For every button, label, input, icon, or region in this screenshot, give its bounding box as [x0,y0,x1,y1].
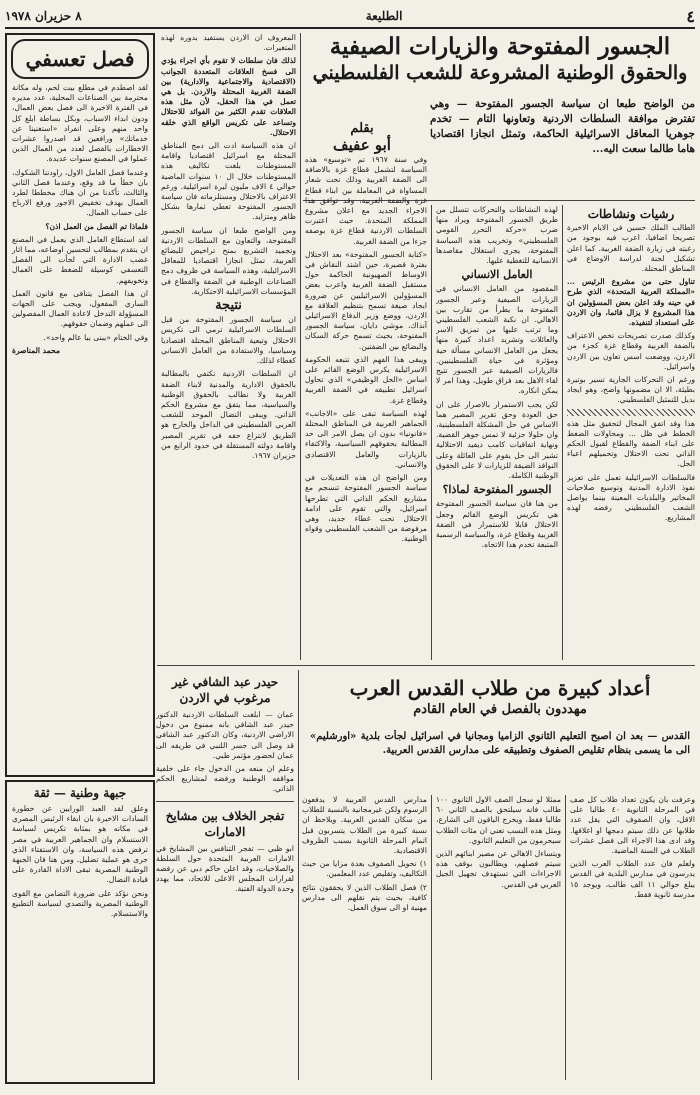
sidebar-text-3: فلماذا تم الفصل من العمل اذن؟ [45,221,148,231]
school-column-c [302,795,427,1080]
sidebar-signature: محمد المناصرة [12,345,61,355]
main-column-1 [436,205,558,660]
main-col1c-text: لكن يجب الاستمرار بالاصرار على ان حق العودة وحق تقرير المصير هما الاساس في حل المشكلة الفلسطينية، وان حلولا جزئية لا تمس جوهر القضية. ونهاية اتفاقيات كامب ديفيد الاحتلالية تشير الى حل يقوم على العائلة وعلى النوافذ الضيقة للزيارات لا على الحقوق الوطنية الكاملة. [436,399,558,481]
main-column-3 [161,33,296,660]
main-lead: من الواضح طبعا ان سياسة الجسور المفتوحة — وهي تفترض موافقة السلطات الاردنية وتعاونها التام — تخدم جوهريا المعاقل الاسرائيلية الحاكمة، وتمثل انجازا اقتصاديا هاما طالما سعت اليه... [430,98,695,155]
sidebar-text-4: لقد استطاع العامل الذي يعمل في المصنع ان يتقدم بمطالب لتحسين اوضاعه، مما اثار غضب الادارة التي لجأت الى الفصل التعسفي كوسيلة للضغط على العمال وتخويفهم. [12,234,148,285]
subhead-conclusion: نتيجة [215,298,242,314]
short-news-rule [156,801,294,802]
notes-text-c: وكذلك صدرت تصريحات تخص الاعتراف بالضفة الغربية وقطاع غزة كجزء من الاردن، ووضعت اسس تعاون بين الاردن واسرائيل. [567,331,695,371]
school-col-a3: ٢) فصل الطلاب الذين لا يحققون نتائج كافية، بحيث يتم نقلهم الى مدارس مهنية او الى سوق العمل. [302,882,427,913]
sidebar-box2-p1: وعلق لقد العبد الورايين عن خطورة السادات الاخيرة بان ابقاء الرئيس المصري في مكانه هو بمثابة تكريس لسياسة الاستسلام وان الجماهير العربية في مصر ترفض هذه السياسة، وان الاستفتاء الذي جرى هو عملية تضليل. ومن هنا فان الجبهة الوطنية المصرية تبقى الاداة القادرة على قيادة النضال. [12,804,148,885]
newspaper-page [5,5,695,1085]
subhead-human: العامل الانساني [461,268,533,282]
main-col3e-text: ان السلطات الاردنية تكتفي بالمطالبة بالحقوق الادارية والمدنية لابناء الضفة الغربية ولا تطالب بالحقوق الوطنية والسياسية، مما يتفق مع مشروع الحكم الذاتي. ويبقى النضال الموحد للشعب العربي الفلسطيني في الداخل والخارج هو الطريق لانتزاع حقه في تقرير المصير واقامة دولته المستقلة في حدود الرابع من حزيران ١٩٦٧. [161,369,296,460]
main-headline-line2: والحقوق الوطنية المشروعة للشعب الفلسطيني [312,62,688,84]
main-col2b-text: «كتابة الجسور المفتوحة» بعد الاحتلال بفترة قصيرة، حين اشتد النقاش في الاوساط الصهيونية الحاكمة حول مستقبل الضفة الغربية واعرب بعض المسؤولين الاسرائيليين عن ضرورة ايجاد صيغة تسمح بتنظيم العلاقة مع الاردن، ووضع وزير الدفاع الاسرائيلي آنذاك، موشي دايان، سياسة الجسور المفتوحة، بحيث تسمح حركة السكان والبضائع بين الضفتين. [305,249,427,351]
main-headline [305,33,695,85]
notes-text-b: تناول حتى من مشروع الرئيس ... «المملكة العربية المتحدة» الذي طرح في حينه وقد اعلن بعض المسؤولين ان هذا المشروع لا يزال قائما، وان الاردن على استعداد لتنفيذه. [567,277,695,328]
main-headline-line1: الجسور المفتوحة والزيارات الصيفية [329,33,671,60]
school-col-a: مدارس القدس العربية لا يدفعون الرسوم ولكن غيرمجانية بالنسبة للطلاب من سكان القدس العربية. ويلاحظ ان نسبة كبيرة من الطلاب يتسربون قبل اتمام المرحلة الثانوية بسبب الظروف الاقتصادية. [302,795,427,856]
column-rule [300,33,301,660]
main-col1-text: لهذه النشاطات والتحركات تتسلل من طريق الجسور المفتوحة ويراد منها ضرب «حركة التحرر القومي الفلسطيني» وتخريب هذه السياسة المفتوحة، يجري استغلال مقاصدها الانسانية للتغطية عليها. [436,205,558,266]
notes-title: رشيات ونشاطات [587,207,675,221]
school-subhead: مهددون بالفصل في العام القادم [413,702,587,717]
sidebar-box-dismissal [5,33,155,777]
main-col3c-text: ومن الواضح طبعا ان سياسة الجسور المفتوحة، والتعاون مع السلطات الاردنية وتجميد التشريع بمنح تراخيص للبضائع العربية، تمثل انجازا اقتصاديا للمعاقل الاسرائيلية، وهذه السياسة في ظروف دمج الصناعات الوطنية في الضفة والقطاع في المؤسسات الاسرائيلية الاحتكارية. [161,225,296,296]
main-col1b-text: المقصود من العامل الانساني في الزيارات الصيفية وعبر الجسور المفتوحة ما يطرأ من تقارب بين الاهالي. ان نكبة الشعب الفلسطيني وما ترتب عليها من تمزيق الاسر والعائلات وتشريد اعداد كبيرة منها يجعل من العامل الانساني مسألة حية ومؤثرة في حياة الفلسطينيين. فالزيارات الصيفية عبر الجسور تتيح لقاء الاهل بعد فراق طويل، وهذا امر لا يمكن انكاره. [436,284,558,396]
sidebar-box2-p2: ونحن نؤكد على ضرورة التضامن مع القوى الوطنية المصرية والتصدي لسياسة التطبيع والاستسلام. [12,888,148,919]
notes-text-f: فالسلطات الاسرائيلية تعمل على تعزيز نفوذ الادارة المدنية وتوسيع صلاحيات المخاتير والبلديات المعينة بينما يواصل الشعب الفلسطيني رفضه لهذه المشاريع. [567,472,695,523]
issue-date: ٨ حزيران ١٩٧٨ [5,9,82,23]
sidebar-box2-text [7,804,153,1074]
school-column-b [436,795,561,1080]
sidebar-text-6: وفي الختام «يبنى بيا عالم واحد». [43,332,148,342]
column-rule [431,795,432,1080]
main-col2-text: وفي سنة ١٩٦٧ تم «توسيع» هذه السياسة لتشمل قطاع غزة بالاضافة الى الضفة الغربية وذلك تحت شعار المساواة في المعاملة بين ابناء قطاع غزة والضفة الغربية، وقد توافق هذا الاجراء الجديد مع اعلان مشروع المملكة المتحدة. حيث اعتبرت السلطات الاردنية قطاع غزة بوصفه جزءا من الضفة الغربية. [305,155,427,246]
sidebar-text-5: ان هذا الفصل يتنافى مع قانون العمل الساري المفعول، ويجب على الجهات المسؤولة التدخل لاعادة العمال المفصولين الى عملهم وضمان حقوقهم. [12,288,148,329]
column-rule [298,670,299,1080]
byline-name: أبو عفيف [333,136,391,154]
school-col-b: ممثلا لو سجل الصف الاول الثانوي ١٠٠ طالب فانه سيلتحق بالصف الثاني ٦٠ طالبا فقط، ويخرج الباقون الى الشارع، ومثل هذه النسب تعني ان مئات الطلاب سيحرمون من التعليم الثانوي. [436,795,561,845]
subhead-bridges: الجسور المفتوحة لماذا؟ [442,483,552,497]
school-col-c2: ولعلم فان عدد الطلاب العرب الذين يدرسون في مدارس البلدية في القدس يبلغ حوالي ١١ الف طالب، ويوجد ١٥ مدرسة ثانوية فقط. [570,859,695,899]
school-col-c: وعرفت بان يكون تعداد طلاب كل صف في المرحلة الثانوية ٤٠ طالبا على الاقل، وان الصفوف التي يقل عدد طلابها عن ذلك سيتم دمجها او اغلاقها. وقد ادى هذا الاجراء الى فصل عشرات الطلاب في السنة الماضية. [570,795,695,856]
page-header [5,5,695,29]
byline-prefix: بقلم [350,121,374,136]
main-col2e-text: ومن الواضح ان هذه التعديلات في سياسة الجسور المفتوحة تنسجم مع مشاريع الحكم الذاتي التي تطرحها اسرائيل، والتي تقوم على ادامة الاحتلال تحت غطاء جديد، وهي مرفوضة من الشعب الفلسطيني وقواه الوطنية. [305,473,427,544]
main-col3-intro: المعروف ان الاردن يستفيد بدوره لهذه المتغيرات. [161,33,296,53]
main-col2d-text: لهذه السياسة تبقى على «الاجانب» الجماهير العربية في المناطق المحتلة «قانونيا» بدون ان يصل الامر الى حد المطالبة بحقوقهم السياسية، والاكتفاء بالزيارات والعامل الاقتصادي والانساني. [305,408,427,469]
sidebar-box-front [5,780,155,1084]
notes-column [567,205,695,660]
column-rule [565,795,566,1080]
column-rule [431,205,432,660]
column-rule [562,205,563,660]
school-column-a [570,795,695,1080]
haidar-text-b: وعلم ان منعه من الدخول جاء على خلفية مواقفه الوطنية ورفضه لمشاريع الحكم الذاتي. [156,764,294,794]
sidebar-box2-title: جبهة وطنية — ثقة [33,786,127,800]
sidebar-text-2: وعندما فصل العامل الاول، راودتنا الشكوك، بان خطأ ما قد وقع، وعندما فصل الثاني والثالث، تأكدنا من ان هناك مخططا لطرد العمال بهدف تخفيض الاجور ورفع الارباح على حساب العمال. [12,167,148,218]
sidebar-title: فصل تعسفي [11,39,149,79]
short-news-column [156,670,294,1080]
school-headline [305,675,695,719]
main-col2c-text: ويبقى هذا الفهم الذي تتبعه الحكومة الاسرائيلية يكرس الوضع القائم على اساس «الحل الوظيفي» الذي تحاول اسرائيل تطبيقه في الضفة الغربية وقطاع غزة. [305,354,427,405]
main-column-2 [305,155,427,660]
gulf-title: تفجر الخلاف بين مشايخ الامارات [165,808,285,839]
page-number: ٤ [686,6,695,26]
school-lead: القدس — بعد ان اصبح التعليم الثانوي الزاميا ومجانيا في اسرائيل لجأت بلدية «اورشليم» الى ما يسمى بنظام تقليص الصفوف وتطبيقه على مدارس القدس العربية. [310,731,690,756]
sidebar-text [7,83,153,773]
notes-text: الطالب الملك حسين في الايام الاخيرة تصريحا اضافيا، اعرب فيه بوجود من رغبته في زيارة الضفة الغربية. كما اعلن تشكيل لجنة لدراسة الاوضاع في المناطق المحتلة. [567,223,695,274]
notes-text-e: هذا وقد اتفق المجال لتحقيق مثل هذه الخطط في ظل ... ومحاولات الضغط على ابناء الضفة والقطاع لقبول الحكم الذاتي تحت الاحتلال وتحميلهم اعباء الحل. [567,418,695,469]
school-col-a2: ١) تحويل الصفوف بعدة مزايا من حيث التكاليف، وتقليص عدد المعلمين. [302,859,427,879]
main-byline [307,121,417,154]
school-headline-main: أعداد كبيرة من طلاب القدس العرب [349,676,651,700]
haidar-title: حيدر عبد الشافي غير مرغوب في الاردن [171,675,279,705]
gulf-text: ابو ظبي — تفجر التنافس بين المشايخ في الامارات العربية المتحدة حول السلطة والصلاحيات، وقد اعلن حاكم دبي عن رفضه لقرارات المجلس الاعلى للاتحاد، مما يهدد وحدة الدولة الفتية. [156,843,294,894]
section-name: الطليعة [365,9,403,23]
section-rule [157,665,695,666]
notes-text-d: ورغم ان التحركات الجارية تسير بوتيرة بطيئة، الا ان مضمونها واضح، وهو ايجاد بديل للتمثيل الفلسطيني. [567,375,695,405]
main-col3a-text: لذلك فان سلطات لا تقوم بأي اجراء يؤدي الى فسخ العلاقات المتعددة الجوانب (الاقتصادية والاجتماعية والادارية) بين الضفة الغربية المحتلة والاردن. بل هي تعمل في هذا الحقل، لأن مثل هذه العلاقات تقدم الكثير من الفوائد للاحتلال وتساعد على تكريس الواقع الذي خلقه الاحتلال. [161,56,296,137]
main-col3d-text: ان سياسة الجسور المفتوحة من قبل السلطات الاسرائيلية ترمي الى تكريس الاحتلال وتبعية المناطق المحتلة اقتصاديا وسياسيا، والاستفادة من العامل الانساني كغطاء لذلك. [161,315,296,366]
main-col1d-text: من هنا فان سياسة الجسور المفتوحة هي تكريس الوضع القائم وجعل الاحتلال قابلا للاستمرار في الضفة الغربية وقطاع غزة، والسياسة الرسمية المتبعة تخدم هذا الاتجاه. [436,499,558,550]
haidar-text: عمان — ابلغت السلطات الاردنية الدكتور حيدر عبد الشافي بانه ممنوع من دخول الاراضي الاردنية، وكان الدكتور عبد الشافي قد وصل الى جسر اللنبي في طريقه الى عمان لحضور مؤتمر طبي. [156,710,294,760]
notes-divider [567,409,695,416]
sidebar-text-1: لقد اصطدم في مطلع بيت لحم، وله مكانة محترمة بين الصناعات المحلية، عدد مديره في الفترة الاخيرة الى فصل بعض العمال، ودون ابداء الاسباب، وبكل بساطة ابلغ كل واحد منهم وعلى انفراد «استغنينا عن خدماتك» ورافعين قد اصدروا عشرات الاخطارات بالفصل لعدد من العمال الذين عملوا في المصنع سنوات عديدة. [12,83,148,164]
school-col-b2: ويتساءل الاهالي عن مصير ابنائهم الذين سيتم فصلهم، ويطالبون بوقف هذه الاجراءات التي تستهدف تجهيل الجيل العربي في القدس. [436,849,561,889]
main-col3b-text: ان هذه السياسة ادت الى دمج المناطق المحتلة مع اسرائيل اقتصاديا واقامة المستوطنات بلغت تكاليف هذه المستوطنات خلال ال ١٠ سنوات الماضية حوالي ٤ الاف مليون ليرة اسرائيلية. ورغم الاعتراف بالاحتلال ومستلزماته فان سياسة الجسور المفتوحة تعطي ثمارها بشكل ظاهر ومتزايد. [161,141,296,222]
